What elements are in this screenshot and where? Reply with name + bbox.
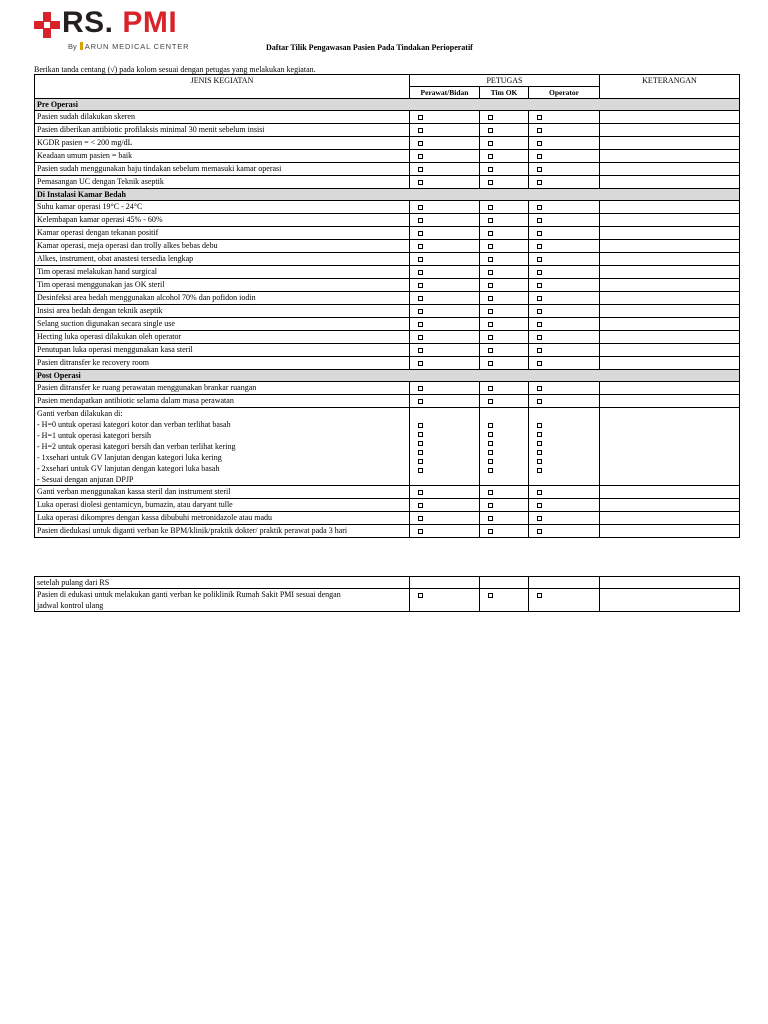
activity-cell: Kamar operasi dengan tekanan positif xyxy=(35,227,410,240)
table-row xyxy=(35,111,740,124)
table-row xyxy=(35,214,740,227)
table-row xyxy=(35,331,740,344)
checkbox-operator[interactable] xyxy=(537,468,542,473)
keterangan-cell[interactable] xyxy=(600,240,740,253)
keterangan-cell[interactable] xyxy=(600,344,740,357)
activity-line: jadwal kontrol ulang xyxy=(37,601,104,610)
checkbox-operator[interactable] xyxy=(537,459,542,464)
activity-cell: Pemasangan UC dengan Teknik aseptik xyxy=(35,176,410,189)
checkbox-perawat[interactable] xyxy=(418,516,423,521)
checkbox-operator[interactable] xyxy=(537,322,542,327)
header-perawat-bidan: Perawat/Bidan xyxy=(410,87,480,99)
checkbox-tim-ok[interactable] xyxy=(488,423,493,428)
checkbox-perawat[interactable] xyxy=(418,270,423,275)
keterangan-cell[interactable] xyxy=(600,525,740,538)
checkbox-tim-ok[interactable] xyxy=(488,257,493,262)
checkbox-tim-ok[interactable] xyxy=(488,128,493,133)
checkbox-operator[interactable] xyxy=(537,399,542,404)
activity-cell: Desinfeksi area bedah menggunakan alcohol 70% dan pofidon iodin xyxy=(35,292,410,305)
activity-cell: Ganti verban menggunakan kassa steril dan instrument steril xyxy=(35,486,410,499)
checkbox-operator[interactable] xyxy=(537,348,542,353)
checkbox-perawat[interactable] xyxy=(418,593,423,598)
activity-cell: Pasien sudah menggunakan baju tindakan sebelum memasuki kamar operasi xyxy=(35,163,410,176)
checkbox-tim-ok[interactable] xyxy=(488,361,493,366)
checkbox-tim-ok[interactable] xyxy=(488,244,493,249)
checkbox-operator[interactable] xyxy=(537,529,542,534)
table-row xyxy=(35,408,740,486)
checkbox-tim-ok[interactable] xyxy=(488,296,493,301)
activity-cell: Tim operasi melakukan hand surgical xyxy=(35,266,410,279)
activity-cell: Pasien mendapatkan antibiotic selama dalam masa perawatan xyxy=(35,395,410,408)
table-row xyxy=(35,589,740,612)
checkbox-perawat[interactable] xyxy=(418,348,423,353)
checkbox-operator[interactable] xyxy=(537,115,542,120)
checkbox-operator[interactable] xyxy=(537,141,542,146)
logo-subtitle xyxy=(68,42,189,51)
keterangan-cell[interactable] xyxy=(600,124,740,137)
section-header-row xyxy=(35,189,740,201)
table-row xyxy=(35,201,740,214)
checkbox-perawat[interactable] xyxy=(418,283,423,288)
activity-line: - Sesuai dengan anjuran DPJP xyxy=(37,475,134,484)
checkbox-perawat[interactable] xyxy=(418,154,423,159)
checkbox-tim-ok[interactable] xyxy=(488,154,493,159)
table-row xyxy=(35,486,740,499)
activity-cell: Pasien ditransfer ke recovery room xyxy=(35,357,410,370)
checkbox-operator[interactable] xyxy=(537,309,542,314)
checkbox-operator[interactable] xyxy=(537,386,542,391)
checkbox-tim-ok[interactable] xyxy=(488,167,493,172)
keterangan-cell[interactable] xyxy=(600,589,740,612)
keterangan-cell[interactable] xyxy=(600,137,740,150)
table-row xyxy=(35,253,740,266)
section-title: Post Operasi xyxy=(35,370,740,382)
activity-cell: Tim operasi menggunakan jas OK steril xyxy=(35,279,410,292)
keterangan-cell[interactable] xyxy=(600,253,740,266)
checkbox-perawat[interactable] xyxy=(418,441,423,446)
logo-rs-text: RS. xyxy=(62,6,114,39)
checkbox-tim-ok[interactable] xyxy=(488,459,493,464)
checkbox-operator[interactable] xyxy=(537,180,542,185)
table-row xyxy=(35,525,740,538)
table-row xyxy=(35,318,740,331)
logo-by-text: By xyxy=(68,42,77,51)
activity-line: - H=0 untuk operasi kategori kotor dan verban terlihat basah xyxy=(37,420,231,429)
checkbox-tim-ok[interactable] xyxy=(488,141,493,146)
checkbox-operator[interactable] xyxy=(537,231,542,236)
checkbox-perawat[interactable] xyxy=(418,180,423,185)
checkbox-perawat[interactable] xyxy=(418,322,423,327)
table-row xyxy=(35,382,740,395)
hospital-logo xyxy=(34,6,214,54)
activity-cell: setelah pulang dari RS xyxy=(35,577,410,589)
keterangan-cell[interactable] xyxy=(600,163,740,176)
checkbox-perawat[interactable] xyxy=(418,386,423,391)
checkbox-operator[interactable] xyxy=(537,218,542,223)
checkbox-perawat[interactable] xyxy=(418,432,423,437)
activity-cell: Pasien sudah dilakukan skeren xyxy=(35,111,410,124)
checkbox-operator[interactable] xyxy=(537,423,542,428)
checkbox-tim-ok[interactable] xyxy=(488,322,493,327)
document-title: Daftar Tilik Pengawasan Pasien Pada Tindakan Perioperatif xyxy=(266,43,473,52)
checkbox-tim-ok[interactable] xyxy=(488,270,493,275)
logo-center-text: ARUN MEDICAL CENTER xyxy=(84,42,190,51)
activity-cell: Kelembapan kamar operasi 45% - 60% xyxy=(35,214,410,227)
table-row xyxy=(35,499,740,512)
checkbox-tim-ok[interactable] xyxy=(488,231,493,236)
activity-cell: Pasien diedukasi untuk diganti verban ke BPM/klinik/praktik dokter/ praktik perawat pada 3 hari xyxy=(35,525,410,538)
activity-line: - H=2 untuk operasi kategori bersih dan verban terlihat kering xyxy=(37,442,236,451)
header-petugas: PETUGAS xyxy=(410,75,600,87)
checkbox-perawat[interactable] xyxy=(418,244,423,249)
keterangan-cell[interactable] xyxy=(600,201,740,214)
checkbox-perawat[interactable] xyxy=(418,218,423,223)
table-row xyxy=(35,305,740,318)
activity-cell: Luka operasi diolesi gentamicyn, burnazin, atau daryant tulle xyxy=(35,499,410,512)
checkbox-tim-ok[interactable] xyxy=(488,450,493,455)
checkbox-perawat[interactable] xyxy=(418,361,423,366)
checkbox-operator[interactable] xyxy=(537,128,542,133)
checkbox-perawat[interactable] xyxy=(418,296,423,301)
table-row xyxy=(35,150,740,163)
checkbox-tim-ok[interactable] xyxy=(488,348,493,353)
activity-line: Ganti verban dilakukan di: xyxy=(37,409,123,418)
checkbox-tim-ok[interactable] xyxy=(488,490,493,495)
keterangan-cell[interactable] xyxy=(600,357,740,370)
checkbox-operator[interactable] xyxy=(537,205,542,210)
checkbox-perawat[interactable] xyxy=(418,205,423,210)
table-row xyxy=(35,176,740,189)
keterangan-cell[interactable] xyxy=(600,331,740,344)
activity-cell: Hecting luka operasi dilakukan oleh operator xyxy=(35,331,410,344)
checkbox-perawat[interactable] xyxy=(418,335,423,340)
checkbox-tim-ok[interactable] xyxy=(488,386,493,391)
keterangan-cell[interactable] xyxy=(600,227,740,240)
activity-cell: KGDR pasien = < 200 mg/dL xyxy=(35,137,410,150)
checkbox-perawat[interactable] xyxy=(418,231,423,236)
keterangan-cell[interactable] xyxy=(600,395,740,408)
checkbox-tim-ok[interactable] xyxy=(488,399,493,404)
keterangan-cell[interactable] xyxy=(600,111,740,124)
keterangan-cell[interactable] xyxy=(600,176,740,189)
checkbox-tim-ok[interactable] xyxy=(488,529,493,534)
checkbox-tim-ok[interactable] xyxy=(488,115,493,120)
checklist-table xyxy=(34,74,740,538)
section-title: Di Instalasi Kamar Bedah xyxy=(35,189,740,201)
keterangan-cell[interactable] xyxy=(600,150,740,163)
checkbox-tim-ok[interactable] xyxy=(488,180,493,185)
keterangan-cell[interactable] xyxy=(600,292,740,305)
logo-mark-icon xyxy=(80,42,83,50)
checkbox-tim-ok[interactable] xyxy=(488,503,493,508)
checkbox-tim-ok[interactable] xyxy=(488,309,493,314)
checkbox-perawat[interactable] xyxy=(418,399,423,404)
checkbox-operator[interactable] xyxy=(537,490,542,495)
checkbox-perawat[interactable] xyxy=(418,503,423,508)
checkbox-perawat[interactable] xyxy=(418,141,423,146)
checkbox-operator[interactable] xyxy=(537,244,542,249)
table-row xyxy=(35,266,740,279)
table-row xyxy=(35,292,740,305)
checkbox-operator[interactable] xyxy=(537,154,542,159)
activity-cell: Keadaan umum pasien = baik xyxy=(35,150,410,163)
table-header-row xyxy=(35,75,740,87)
keterangan-cell[interactable] xyxy=(600,486,740,499)
table-row xyxy=(35,124,740,137)
activity-cell xyxy=(35,408,410,486)
checkbox-perawat[interactable] xyxy=(418,450,423,455)
checkbox-perawat[interactable] xyxy=(418,115,423,120)
table-row xyxy=(35,227,740,240)
table-row xyxy=(35,357,740,370)
checkbox-tim-ok[interactable] xyxy=(488,468,493,473)
checkbox-operator[interactable] xyxy=(537,516,542,521)
activity-cell: Luka operasi dikompres dengan kassa dibubuhi metronidazole atau madu xyxy=(35,512,410,525)
checkbox-operator[interactable] xyxy=(537,167,542,172)
checkbox-operator[interactable] xyxy=(537,432,542,437)
table-row xyxy=(35,163,740,176)
table-row xyxy=(35,512,740,525)
checkbox-tim-ok[interactable] xyxy=(488,335,493,340)
checkbox-tim-ok[interactable] xyxy=(488,516,493,521)
checkbox-perawat[interactable] xyxy=(418,257,423,262)
table-row xyxy=(35,344,740,357)
checkbox-operator[interactable] xyxy=(537,283,542,288)
activity-cell: Pasien ditransfer ke ruang perawatan menggunakan brankar ruangan xyxy=(35,382,410,395)
header-jenis-kegiatan: JENIS KEGIATAN xyxy=(35,75,410,99)
checkbox-perawat[interactable] xyxy=(418,490,423,495)
activity-cell: Penutupan luka operasi menggunakan kasa steril xyxy=(35,344,410,357)
keterangan-cell[interactable] xyxy=(600,305,740,318)
checkbox-operator[interactable] xyxy=(537,593,542,598)
checkbox-operator[interactable] xyxy=(537,335,542,340)
red-cross-icon xyxy=(34,12,60,38)
section-header-row xyxy=(35,370,740,382)
checkbox-operator[interactable] xyxy=(537,441,542,446)
activity-cell: Insisi area bedah dengan teknik aseptik xyxy=(35,305,410,318)
table-row xyxy=(35,240,740,253)
activity-cell: Pasien diberikan antibiotic profilaksis minimal 30 menit sebelum insisi xyxy=(35,124,410,137)
table-row xyxy=(35,395,740,408)
keterangan-cell[interactable] xyxy=(600,512,740,525)
table-row xyxy=(35,577,740,589)
header-operator: Operator xyxy=(529,87,600,99)
header-tim-ok: Tim OK xyxy=(480,87,529,99)
checkbox-perawat[interactable] xyxy=(418,423,423,428)
table-row xyxy=(35,137,740,150)
checkbox-perawat[interactable] xyxy=(418,529,423,534)
checkbox-tim-ok[interactable] xyxy=(488,283,493,288)
checkbox-operator[interactable] xyxy=(537,296,542,301)
checkbox-tim-ok[interactable] xyxy=(488,432,493,437)
logo-pmi-text: PMI xyxy=(122,6,178,39)
keterangan-cell[interactable] xyxy=(600,499,740,512)
activity-cell: Suhu kamar operasi 19°C - 24°C xyxy=(35,201,410,214)
activity-cell xyxy=(35,589,410,612)
keterangan-cell[interactable] xyxy=(600,266,740,279)
checkbox-tim-ok[interactable] xyxy=(488,218,493,223)
header-keterangan: KETERANGAN xyxy=(600,75,740,99)
activity-line: Pasien di edukasi untuk melakukan ganti verban ke poliklinik Rumah Sakit PMI sesuai dengan xyxy=(37,590,341,599)
checkbox-operator[interactable] xyxy=(537,361,542,366)
activity-line: - 2xsehari untuk GV lanjutan dengan kategori luka basah xyxy=(37,464,220,473)
keterangan-cell[interactable] xyxy=(600,408,740,486)
activity-line: - H=1 untuk operasi kategori bersih xyxy=(37,431,152,440)
checkbox-operator[interactable] xyxy=(537,503,542,508)
checkbox-perawat[interactable] xyxy=(418,459,423,464)
checkbox-perawat[interactable] xyxy=(418,309,423,314)
checkbox-tim-ok[interactable] xyxy=(488,205,493,210)
table-row xyxy=(35,279,740,292)
checkbox-perawat[interactable] xyxy=(418,167,423,172)
section-header-row xyxy=(35,99,740,111)
section-title: Pre Operasi xyxy=(35,99,740,111)
activity-cell: Kamar operasi, meja operasi dan trolly alkes bebas debu xyxy=(35,240,410,253)
checkbox-tim-ok[interactable] xyxy=(488,593,493,598)
continuation-table xyxy=(34,576,740,612)
activity-line: - 1xsehari untuk GV lanjutan dengan kategori luka kering xyxy=(37,453,222,462)
keterangan-cell[interactable] xyxy=(600,214,740,227)
instruction-text: Berikan tanda centang (√) pada kolom sesuai dengan petugas yang melakukan kegiatan. xyxy=(34,65,316,74)
keterangan-cell[interactable] xyxy=(600,279,740,292)
checkbox-tim-ok[interactable] xyxy=(488,441,493,446)
activity-cell: Selang suction digunakan secara single use xyxy=(35,318,410,331)
activity-cell: Alkes, instrument, obat anastesi tersedia lengkap xyxy=(35,253,410,266)
keterangan-cell[interactable] xyxy=(600,382,740,395)
checkbox-perawat[interactable] xyxy=(418,128,423,133)
keterangan-cell[interactable] xyxy=(600,318,740,331)
checkbox-operator[interactable] xyxy=(537,450,542,455)
checkbox-perawat[interactable] xyxy=(418,468,423,473)
checkbox-operator[interactable] xyxy=(537,257,542,262)
checkbox-operator[interactable] xyxy=(537,270,542,275)
